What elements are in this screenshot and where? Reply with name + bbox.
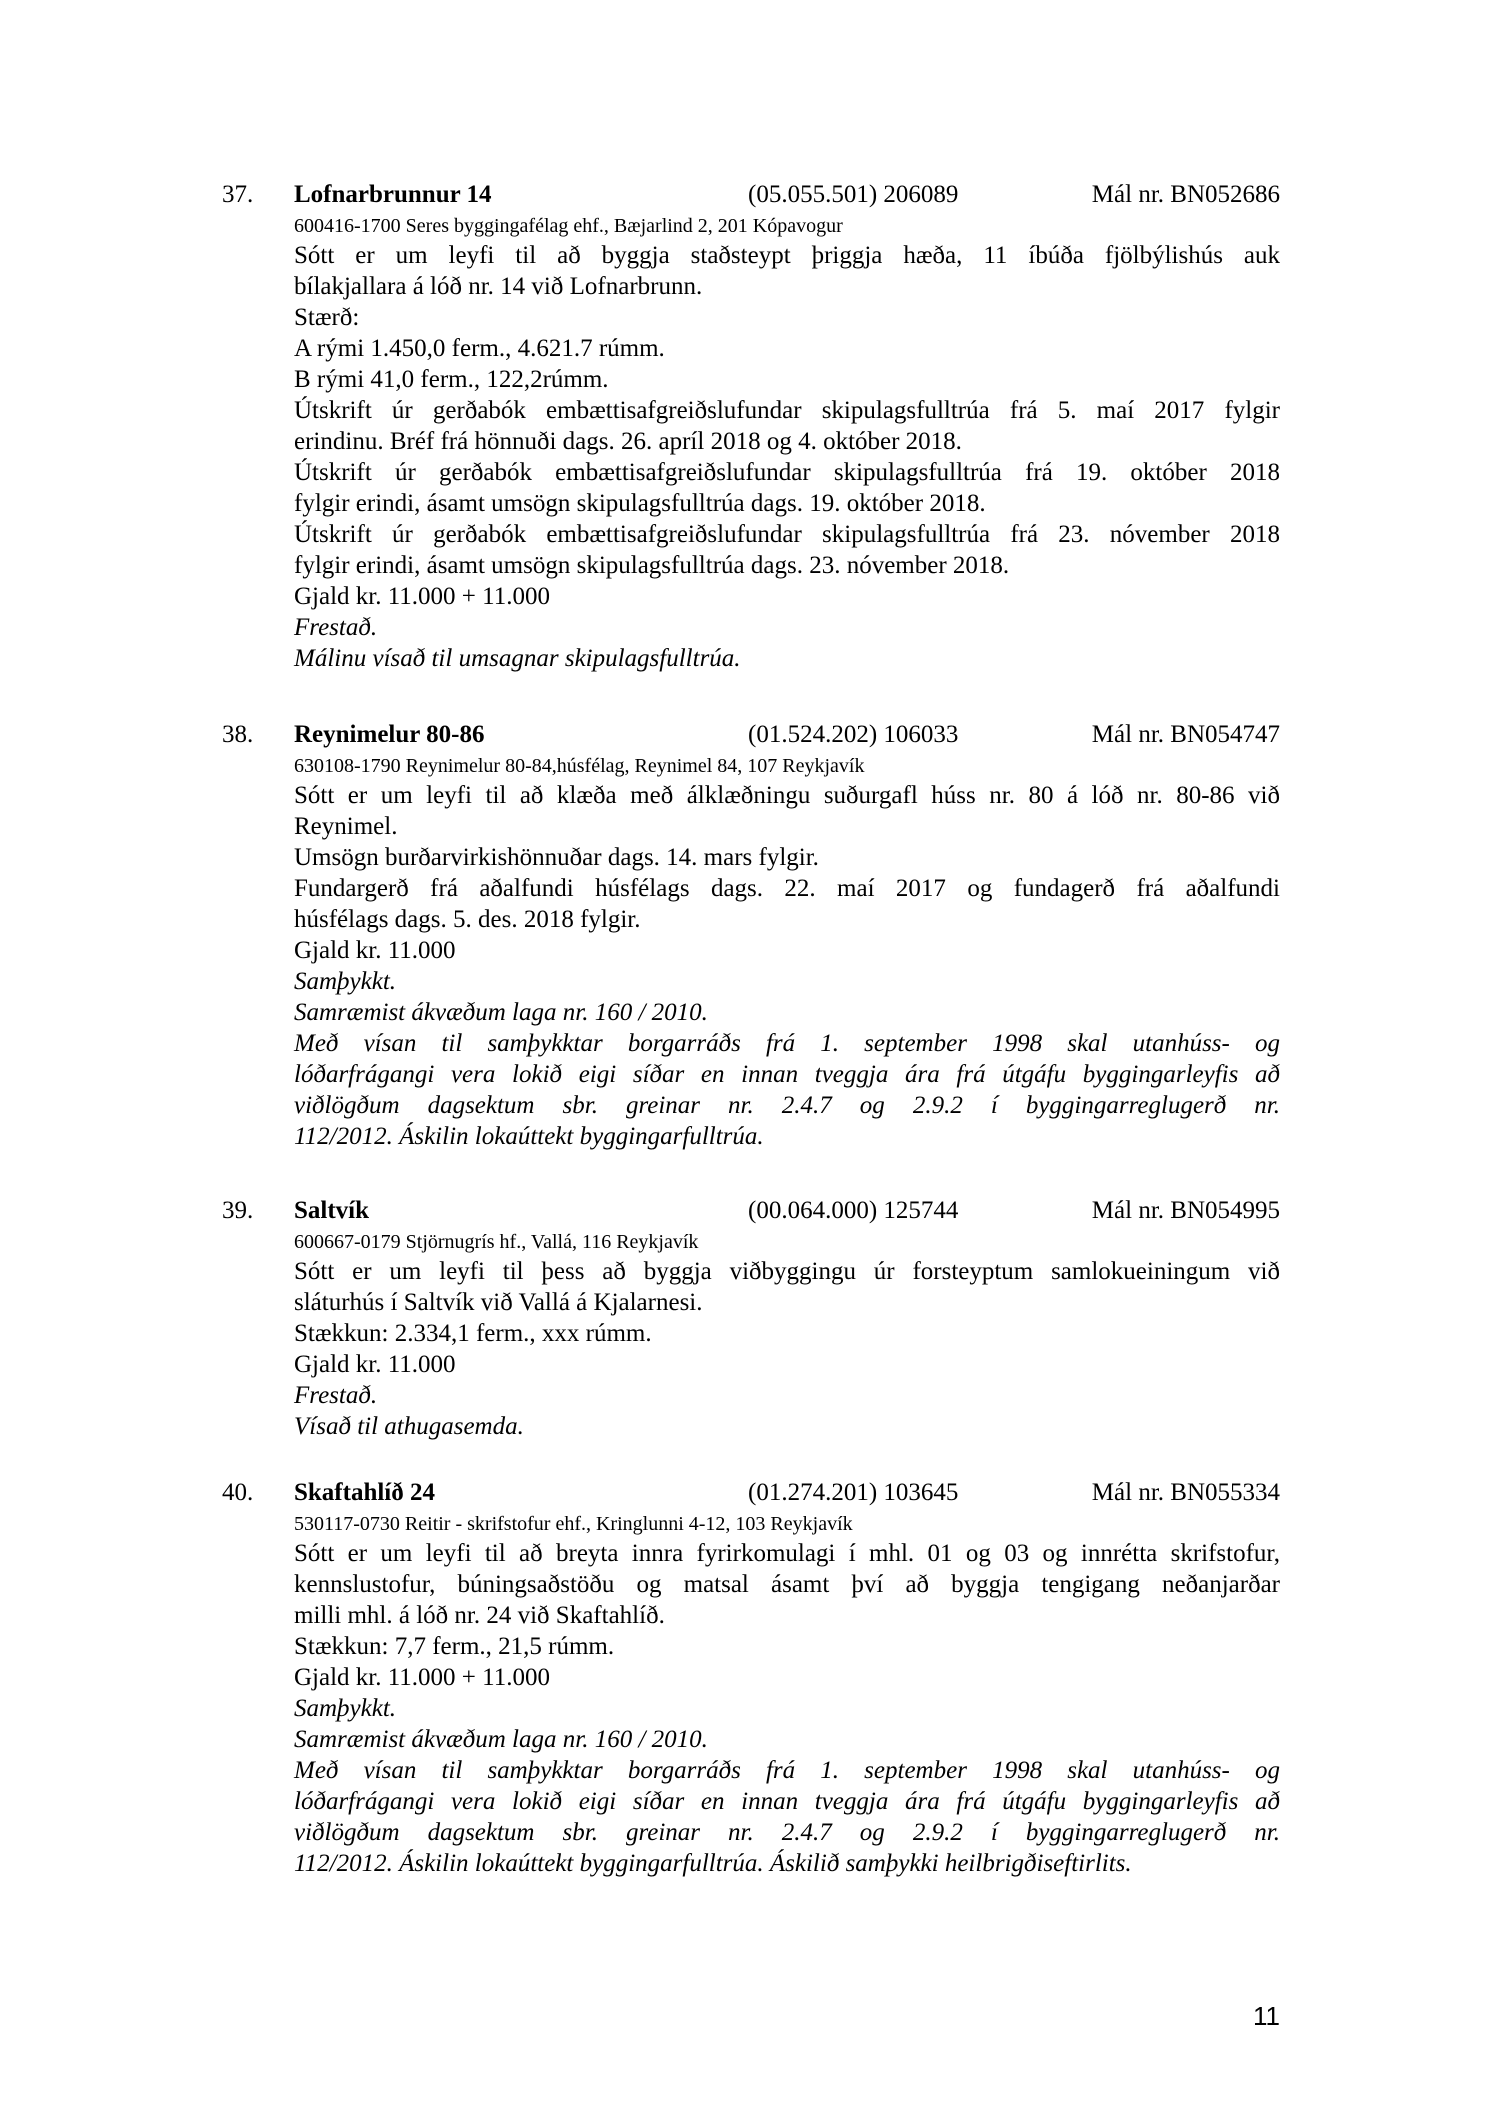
fee-line: Gjald kr. 11.000 + 11.000 <box>294 1664 550 1691</box>
entry-lot-number: (00.064.000) 125744 <box>748 1197 959 1224</box>
decision-line: Vísað til athugasemda. <box>294 1413 524 1440</box>
entry-lot-number: (05.055.501) 206089 <box>748 181 959 208</box>
decision-line: Samþykkt. <box>294 1695 397 1722</box>
entry-header <box>222 1194 1280 1228</box>
decision-line: viðlögðum dagsektum sbr. greinar nr. 2.4.7 og 2.9.2 í byggingarreglugerð nr. <box>294 1092 1280 1119</box>
description-line: sláturhús í Saltvík við Vallá á Kjalarnesi. <box>294 1289 703 1316</box>
entry-lot-number: (01.274.201) 103645 <box>748 1479 959 1506</box>
description-line: Sótt er um leyfi til að byggja staðsteypt þriggja hæða, 11 íbúða fjölbýlishús auk <box>294 242 1280 269</box>
case-entry <box>222 718 1280 1152</box>
description-line: Umsögn burðarvirkishönnuðar dags. 14. mars fylgir. <box>294 844 819 871</box>
decision-line: viðlögðum dagsektum sbr. greinar nr. 2.4.7 og 2.9.2 í byggingarreglugerð nr. <box>294 1819 1280 1846</box>
decision-line: Með vísan til samþykktar borgarráðs frá 1. september 1998 skal utanhúss- og <box>294 1030 1280 1057</box>
description-line: Stækkun: 2.334,1 ferm., xxx rúmm. <box>294 1320 652 1347</box>
entry-case-number: Mál nr. BN052686 <box>1091 181 1280 208</box>
decision-line: Samþykkt. <box>294 968 397 995</box>
description-line: kennslustofur, búningsaðstöðu og matsal ásamt því að byggja tengigang neðanjarðar <box>294 1571 1280 1598</box>
entry-description <box>294 780 1280 1152</box>
description-line: fylgir erindi, ásamt umsögn skipulagsfulltrúa dags. 19. október 2018. <box>294 490 986 517</box>
description-line: bílakjallara á lóð nr. 14 við Lofnarbrunn. <box>294 273 703 300</box>
fee-line: Gjald kr. 11.000 + 11.000 <box>294 583 550 610</box>
case-entry <box>222 1476 1280 1879</box>
description-line: húsfélags dags. 5. des. 2018 fylgir. <box>294 906 641 933</box>
decision-line: Frestað. <box>294 1382 378 1409</box>
decision-line: Samræmist ákvæðum laga nr. 160 / 2010. <box>294 1726 708 1753</box>
page-number: 11 <box>1253 2001 1280 2031</box>
entry-header <box>222 718 1280 752</box>
case-entry <box>222 1194 1280 1442</box>
decision-line: lóðarfrágangi vera lokið eigi síðar en innan tveggja ára frá útgáfu byggingarleyfis að <box>294 1788 1280 1815</box>
decision-line: Frestað. <box>294 614 378 641</box>
decision-line: 112/2012. Áskilin lokaúttekt byggingarfulltrúa. <box>294 1123 764 1150</box>
entry-description <box>294 1256 1280 1442</box>
case-entry <box>222 178 1280 674</box>
entry-case-number: Mál nr. BN054747 <box>1091 721 1280 748</box>
decision-line: 112/2012. Áskilin lokaúttekt byggingarfulltrúa. Áskilið samþykki heilbrigðiseftirlits. <box>294 1850 1132 1877</box>
decision-line: Með vísan til samþykktar borgarráðs frá 1. september 1998 skal utanhúss- og <box>294 1757 1280 1784</box>
description-line: Útskrift úr gerðabók embættisafgreiðslufundar skipulagsfulltrúa frá 19. október 2018 <box>294 459 1280 486</box>
description-line: Sótt er um leyfi til þess að byggja viðbyggingu úr forsteyptum samlokueiningum við <box>294 1258 1280 1285</box>
description-line: Útskrift úr gerðabók embættisafgreiðslufundar skipulagsfulltrúa frá 23. nóvember 2018 <box>294 521 1280 548</box>
description-line: Sótt er um leyfi til að breyta innra fyrirkomulagi í mhl. 01 og 03 og innrétta skrifstofur, <box>294 1540 1280 1567</box>
description-line: Reynimel. <box>294 813 398 840</box>
entry-address: Lofnarbrunnur 14 <box>294 181 492 208</box>
description-line: Stækkun: 7,7 ferm., 21,5 rúmm. <box>294 1633 615 1660</box>
entry-lot-number: (01.524.202) 106033 <box>748 721 959 748</box>
entry-applicant: 600416-1700 Seres byggingafélag ehf., Bæjarlind 2, 201 Kópavogur <box>294 215 843 237</box>
entry-description <box>294 240 1280 674</box>
entry-number: 38. <box>222 721 254 748</box>
entry-description <box>294 1538 1280 1879</box>
entry-number: 37. <box>222 181 254 208</box>
description-line: fylgir erindi, ásamt umsögn skipulagsfulltrúa dags. 23. nóvember 2018. <box>294 552 1010 579</box>
decision-line: Málinu vísað til umsagnar skipulagsfulltrúa. <box>294 645 741 672</box>
description-line: Fundargerð frá aðalfundi húsfélags dags. 22. maí 2017 og fundagerð frá aðalfundi <box>294 875 1280 902</box>
entry-address: Skaftahlíð 24 <box>294 1479 436 1506</box>
description-line: B rými 41,0 ferm., 122,2rúmm. <box>294 366 609 393</box>
fee-line: Gjald kr. 11.000 <box>294 1351 456 1378</box>
description-line: milli mhl. á lóð nr. 24 við Skaftahlíð. <box>294 1602 665 1629</box>
entry-applicant: 600667-0179 Stjörnugrís hf., Vallá, 116 Reykjavík <box>294 1231 699 1253</box>
fee-line: Gjald kr. 11.000 <box>294 937 456 964</box>
entry-case-number: Mál nr. BN054995 <box>1091 1197 1280 1224</box>
entry-address: Saltvík <box>294 1197 370 1224</box>
description-line: erindinu. Bréf frá hönnuði dags. 26. apríl 2018 og 4. október 2018. <box>294 428 962 455</box>
description-line: Stærð: <box>294 304 360 331</box>
entry-applicant: 630108-1790 Reynimelur 80-84,húsfélag, Reynimel 84, 107 Reykjavík <box>294 755 865 777</box>
description-line: Útskrift úr gerðabók embættisafgreiðslufundar skipulagsfulltrúa frá 5. maí 2017 fylgir <box>294 397 1280 424</box>
entry-number: 40. <box>222 1479 254 1506</box>
entry-header <box>222 178 1280 212</box>
entry-applicant: 530117-0730 Reitir - skrifstofur ehf., Kringlunni 4-12, 103 Reykjavík <box>294 1513 853 1535</box>
entry-address: Reynimelur 80-86 <box>294 721 485 748</box>
decision-line: lóðarfrágangi vera lokið eigi síðar en innan tveggja ára frá útgáfu byggingarleyfis að <box>294 1061 1280 1088</box>
decision-line: Samræmist ákvæðum laga nr. 160 / 2010. <box>294 999 708 1026</box>
entry-case-number: Mál nr. BN055334 <box>1091 1479 1280 1506</box>
entry-number: 39. <box>222 1197 254 1224</box>
description-line: Sótt er um leyfi til að klæða með álklæðningu suðurgafl húss nr. 80 á lóð nr. 80-86 við <box>294 782 1280 809</box>
description-line: A rými 1.450,0 ferm., 4.621.7 rúmm. <box>294 335 665 362</box>
entry-header <box>222 1476 1280 1510</box>
